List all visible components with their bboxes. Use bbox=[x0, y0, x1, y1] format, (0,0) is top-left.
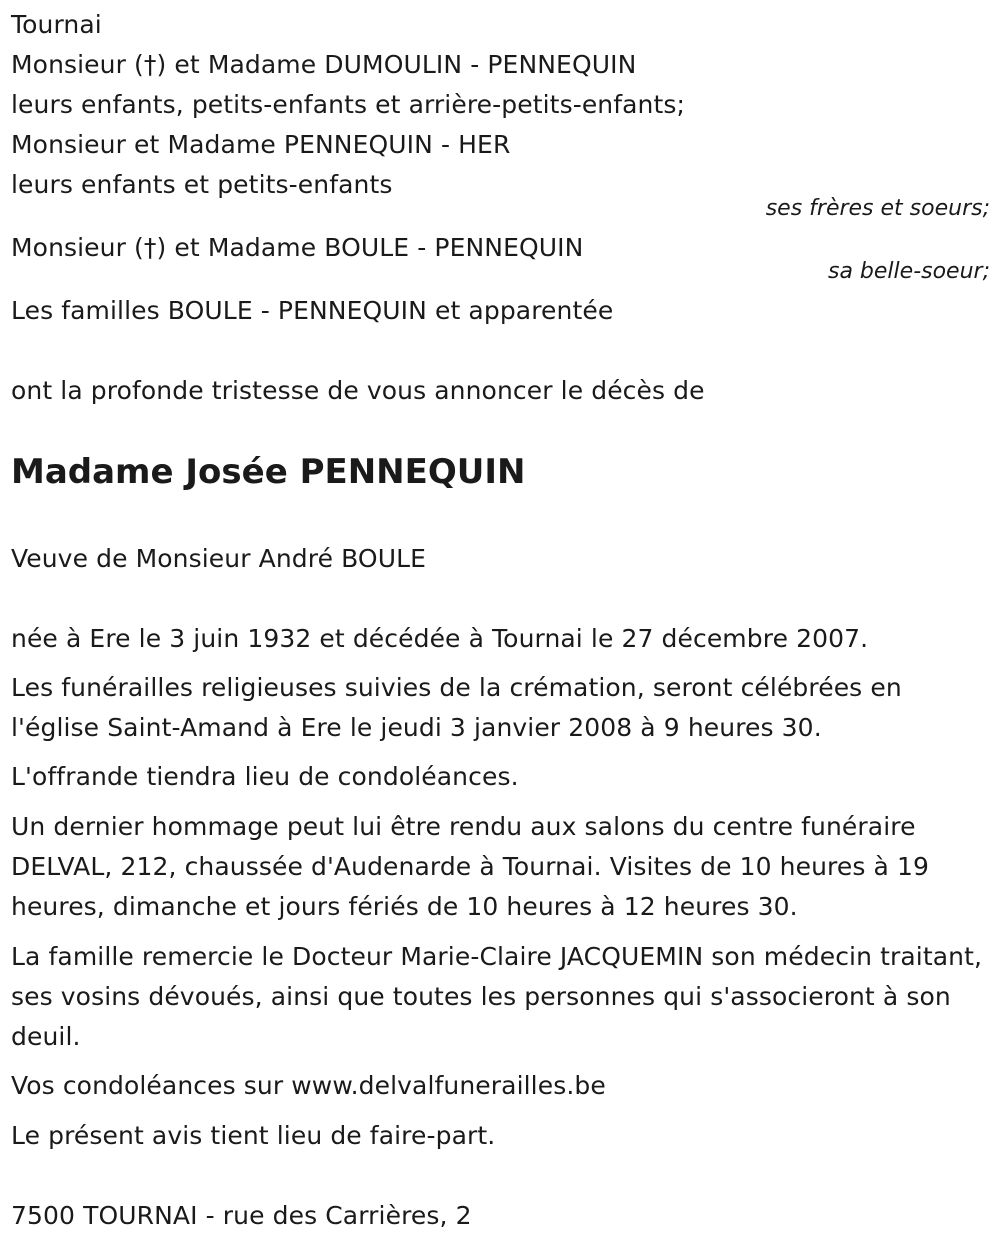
family-line-3: Monsieur et Madame PENNEQUIN - HER bbox=[11, 130, 511, 159]
sister-in-law-line: Monsieur (†) et Madame BOULE - PENNEQUIN bbox=[11, 233, 584, 262]
family-line-4: leurs enfants et petits-enfants bbox=[11, 170, 393, 199]
family-line-2: leurs enfants, petits-enfants et arrière-petits-enfants; bbox=[11, 90, 686, 119]
offering-line: L'offrande tiendra lieu de condoléances. bbox=[11, 762, 519, 791]
siblings-note: ses frères et soeurs; bbox=[765, 196, 990, 221]
widow-of-line: Veuve de Monsieur André BOULE bbox=[11, 544, 427, 573]
thanks-paragraph: La famille remercie le Docteur Marie-Claire JACQUEMIN son médecin traitant, ses vosins dévoués, ainsi que toutes les personnes qui s'associeront à son deuil. bbox=[11, 942, 983, 1051]
families-line: Les familles BOULE - PENNEQUIN et apparentée bbox=[11, 296, 614, 325]
condolences-online-line: Vos condoléances sur www.delvalfunerailles.be bbox=[11, 1071, 606, 1100]
birth-death-line: née à Ere le 3 juin 1932 et décédée à Tournai le 27 décembre 2007. bbox=[11, 624, 869, 653]
tribute-paragraph: Un dernier hommage peut lui être rendu aux salons du centre funéraire DELVAL, 212, chaussée d'Audenarde à Tournai. Visites de 10 heures à 19 heures, dimanche et jours fériés de 10 heures à 12 heures 30. bbox=[11, 812, 929, 921]
address-line: 7500 TOURNAI - rue des Carrières, 2 bbox=[11, 1201, 472, 1230]
family-line-1: Monsieur (†) et Madame DUMOULIN - PENNEQUIN bbox=[11, 50, 637, 79]
deceased-name: Madame Josée PENNEQUIN bbox=[11, 452, 526, 492]
announcement-line: ont la profonde tristesse de vous annoncer le décès de bbox=[11, 376, 705, 405]
city-heading: Tournai bbox=[11, 10, 102, 39]
notice-statement-line: Le présent avis tient lieu de faire-part. bbox=[11, 1121, 496, 1150]
sister-in-law-note: sa belle-soeur; bbox=[828, 259, 990, 284]
funeral-paragraph: Les funérailles religieuses suivies de la crémation, seront célébrées en l'église Saint-Amand à Ere le jeudi 3 janvier 2008 à 9 heures 30. bbox=[11, 673, 902, 742]
